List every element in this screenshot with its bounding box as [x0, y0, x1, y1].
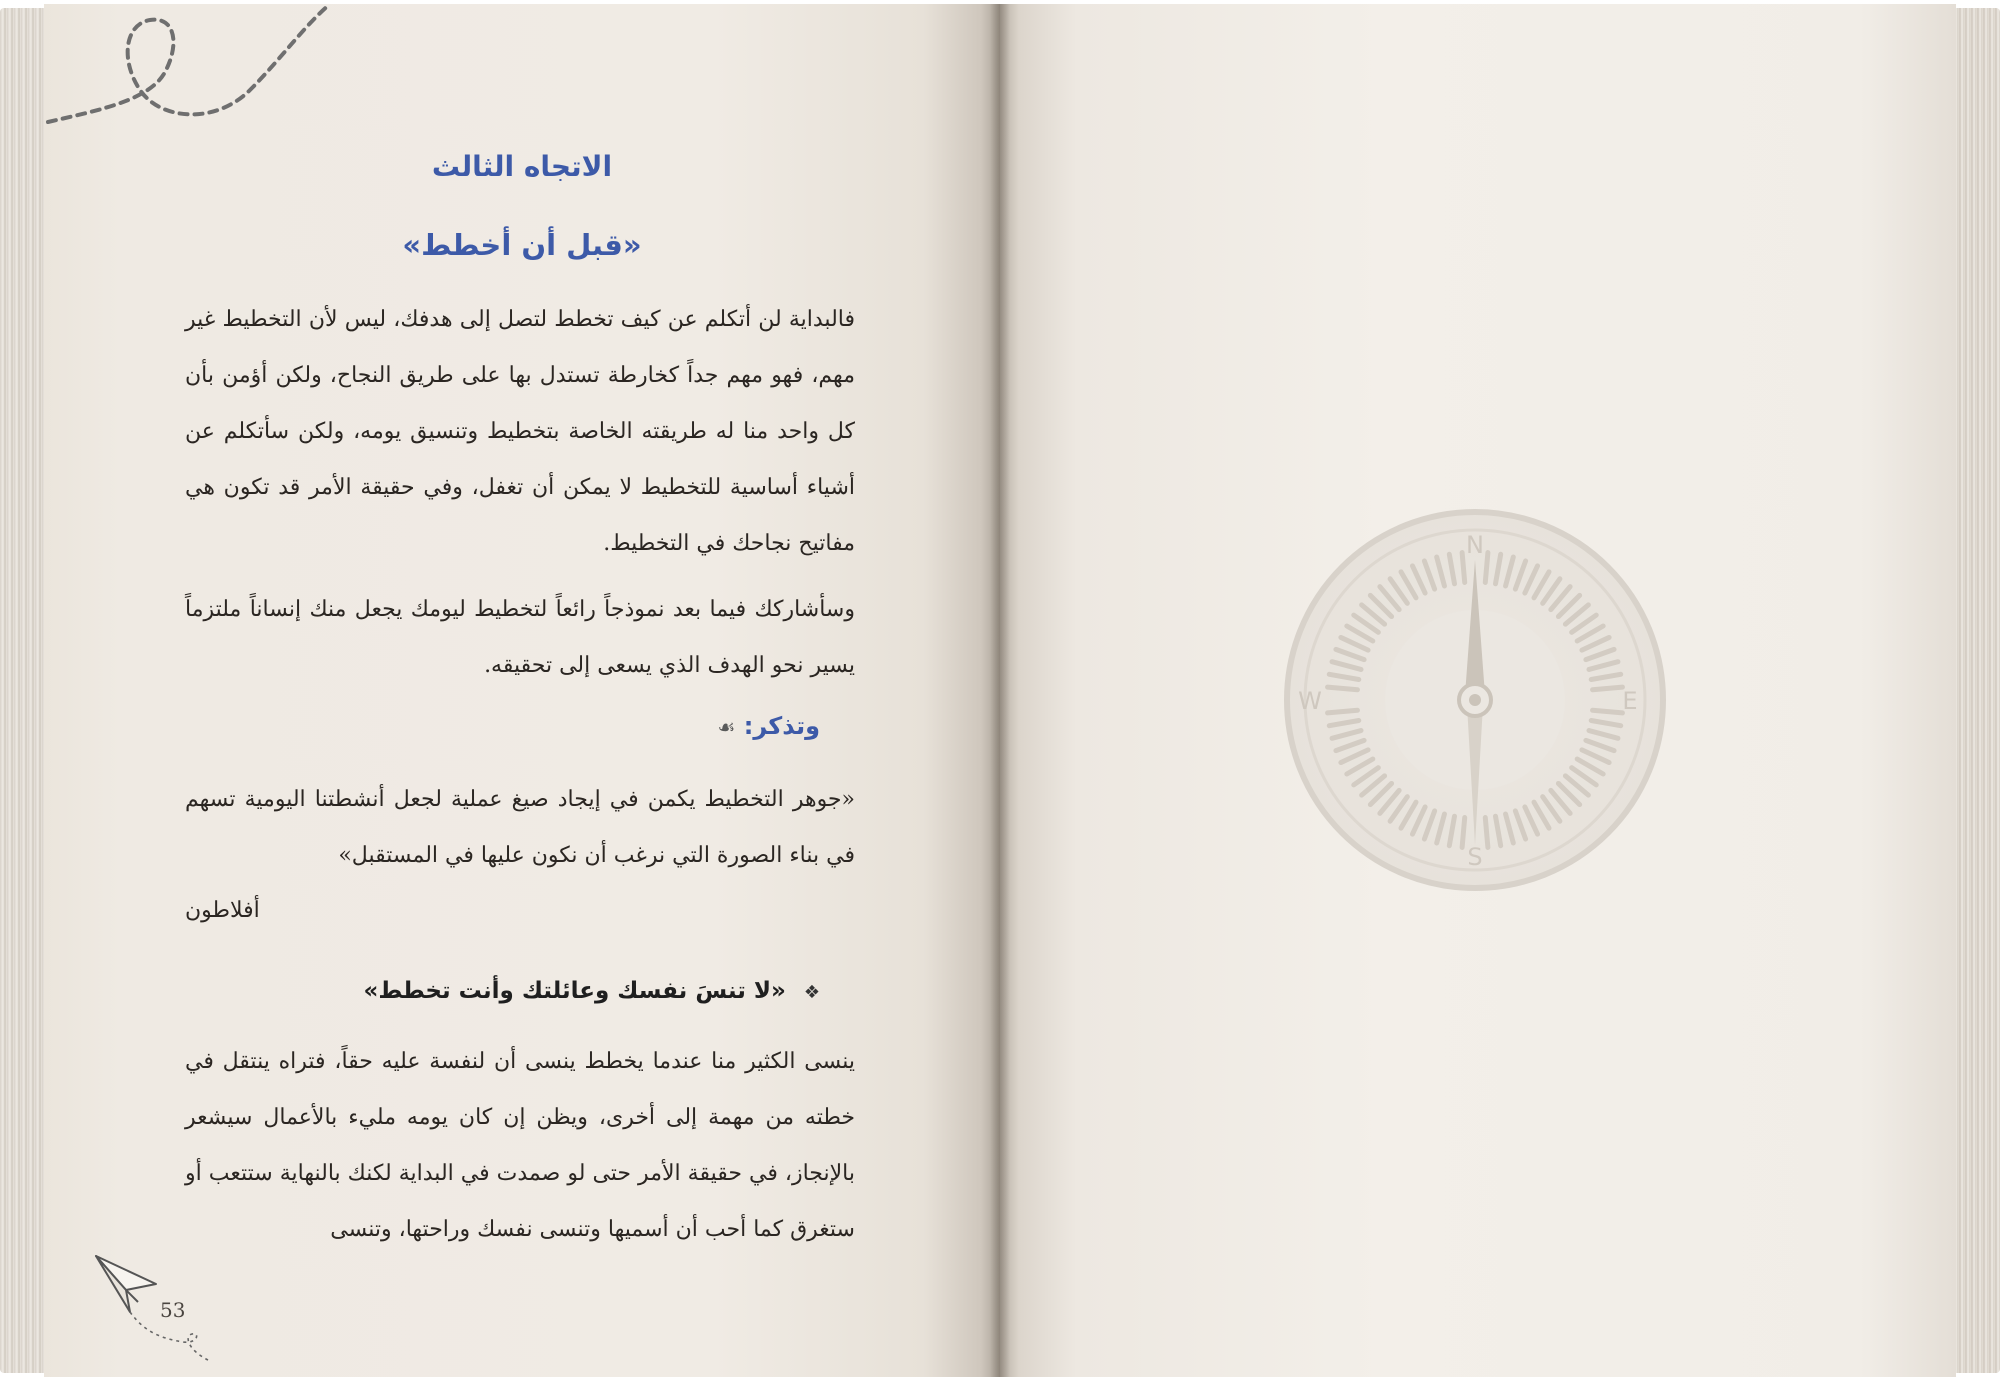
compass-north-label: N [1466, 531, 1484, 559]
paragraph-intro: فالبداية لن أتكلم عن كيف تخطط لتصل إلى هدفك، ليس لأن التخطيط غير مهم، فهو مهم جداً كخارطة تستدل بها على طريق النجاح، ولكن أؤمن بأن كل واحد منا له طريقته الخاصة بتخطيط وتنسيق يومه، ولكن سأتكلم عن أشياء أساسية للتخطيط لا يمكن أن تغفل، وفي حقيقة الأمر قد تكون هي مفاتيح نجاحك في التخطيط. [185, 307, 855, 556]
chapter-title: الاتجاه الثالث [431, 150, 613, 183]
plato-quote: «جوهر التخطيط يكمن في إيجاد صيغ عملية لجعل أنشطتنا اليومية تسهم في بناء الصورة التي نرغب أن نكون عليها في المستقبل» [185, 787, 855, 868]
quote-author: أفلاطون [185, 898, 260, 923]
remember-label: وتذكر: [743, 712, 820, 740]
compass-tick [1593, 710, 1623, 713]
compass-tick [1462, 553, 1465, 583]
subheading-text: «لا تنسَ نفسك وعائلتك وأنت تخطط» [363, 978, 786, 1004]
compass-tick [1328, 687, 1358, 690]
book-gutter [990, 4, 1010, 1377]
compass-tick [1485, 818, 1488, 848]
chapter-subtitle: «قبل أن أخطط» [402, 228, 642, 262]
compass-tick [1462, 818, 1465, 848]
compass-tick [1485, 553, 1488, 583]
floral-ornament-icon: ☙ [717, 715, 736, 739]
right-page-edges [1952, 8, 2000, 1373]
compass-south-label: S [1467, 843, 1483, 871]
compass-west-label: W [1298, 687, 1322, 715]
diamond-bullet-icon: ❖ [803, 982, 820, 1003]
compass-tick [1593, 687, 1623, 690]
compass-icon [1280, 505, 1670, 895]
compass-east-label: E [1622, 687, 1638, 715]
section-subheading [330, 978, 820, 1004]
left-page-edges [0, 8, 48, 1373]
compass-tick [1328, 710, 1358, 713]
remember-heading [600, 712, 820, 740]
dashed-loop-path-icon [40, 0, 340, 140]
paragraph-model: وسأشاركك فيما بعد نموذجاً رائعاً لتخطيط ليومك يجعل منك إنساناً ملتزماً يسير نحو الهدف الذي يسعى إلى تحقيقه. [185, 597, 855, 678]
paragraph-forget-self: ينسى الكثير منا عندما يخطط ينسى أن لنفسة عليه حقاً، فتراه ينتقل في خطته من مهمة إلى أخرى، ويظن إن كان يومه مليء بالأعمال سيشعر بالإنجاز، في حقيقة الأمر حتى لو صمدت في البداية لكنك بالنهاية ستتعب أو ستغرق كما أحب أن أسميها وتنسى نفسك وراحتها، وتنسى [185, 1049, 855, 1242]
page-number: 53 [160, 1298, 186, 1322]
